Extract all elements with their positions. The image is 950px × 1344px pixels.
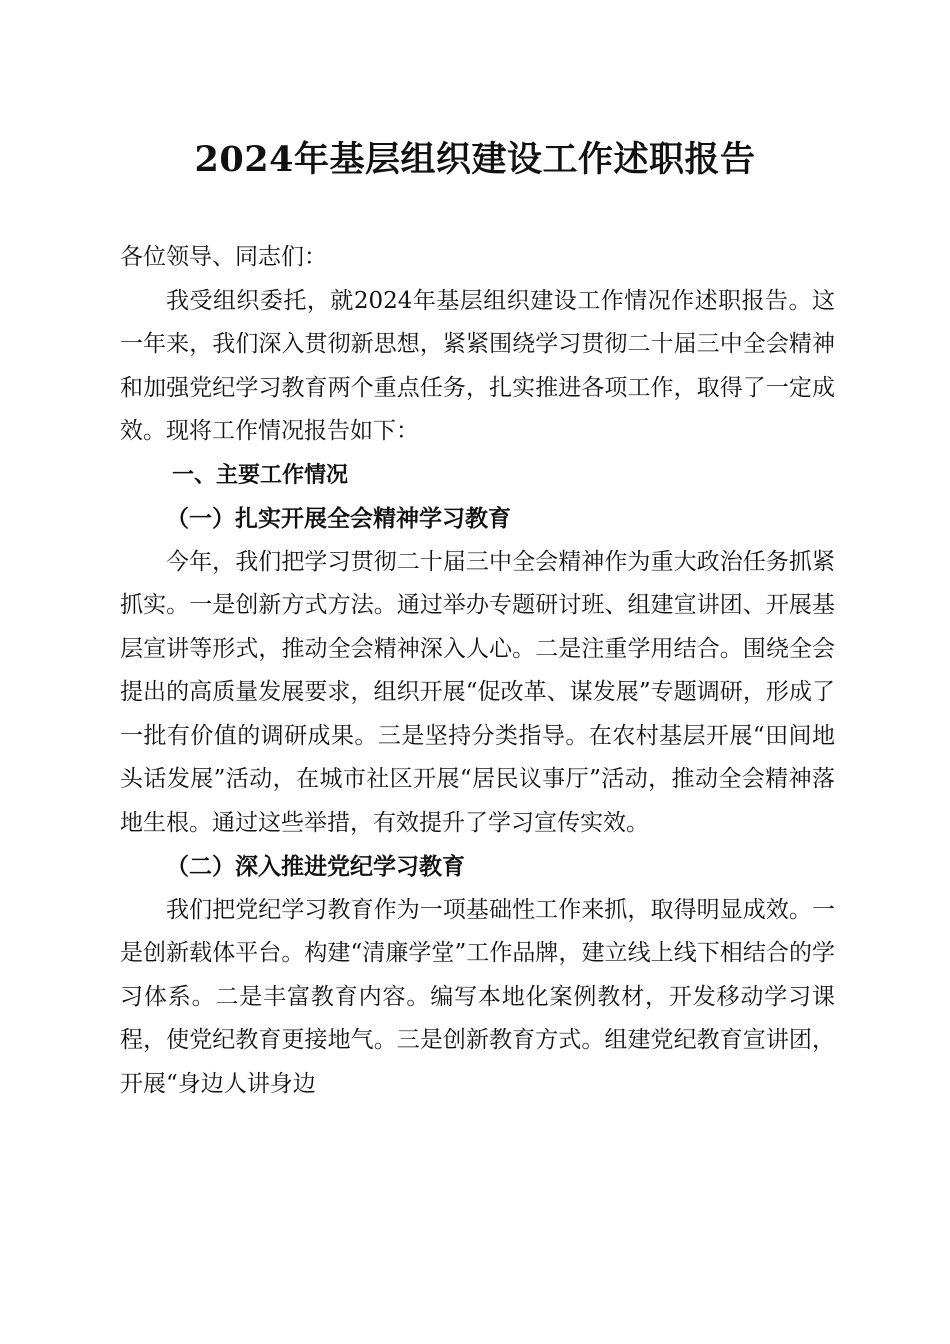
intro-paragraph: 我受组织委托，就2024年基层组织建设工作情况作述职报告。这一年来，我们深入贯彻新思想，紧紧围绕学习贯彻二十届三中全会精神和加强党纪学习教育两个重点任务，扎实推进各项工作，取得了一定成效。现将工作情况报告如下：: [120, 287, 835, 444]
subsection-heading: （二）深入推进党纪学习教育: [166, 853, 465, 880]
subsection-paragraph: 我们把党纪学习教育作为一项基础性工作来抓，取得明显成效。一是创新载体平台。构建“清廉学堂”工作品牌，建立线上线下相结合的学习体系。二是丰富教育内容。编写本地化案例教材，开发移动学习课程，使党纪教育更接地气。三是创新教育方式。组建党纪教育宣讲团，开展“身边人讲身边: [120, 896, 835, 1097]
document-body: [120, 236, 835, 1106]
salutation: 各位领导、同志们：: [120, 244, 327, 270]
subsection-heading: （一）扎实开展全会精神学习教育: [166, 505, 511, 532]
subsection-paragraph: 今年，我们把学习贯彻二十届三中全会精神作为重大政治任务抓紧抓实。一是创新方式方法。通过举办专题研讨班、组建宣讲团、开展基层宣讲等形式，推动全会精神深入人心。二是注重学用结合。围绕全会提出的高质量发展要求，组织开展“促改革、谋发展”专题调研，形成了一批有价值的调研成果。三是坚持分类指导。在农村基层开展“田间地头话发展”活动，在城市社区开展“居民议事厅”活动，推动全会精神落地生根。通过这些举措，有效提升了学习宣传实效。: [120, 548, 835, 836]
document-title: 2024年基层组织建设工作述职报告: [194, 139, 756, 180]
section-heading: 一、主要工作情况: [172, 462, 349, 488]
